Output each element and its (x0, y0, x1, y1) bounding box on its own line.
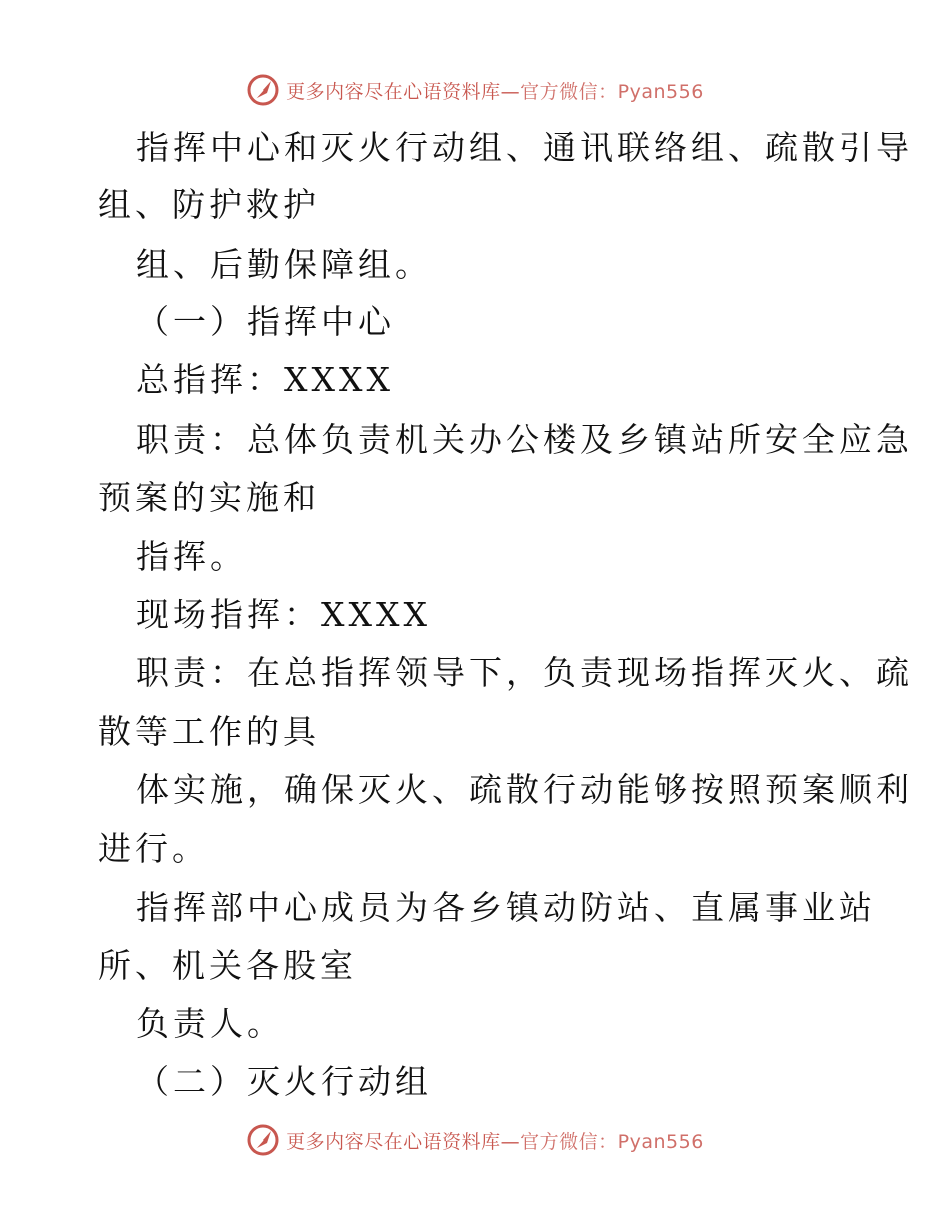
paragraph-line: 指挥。 (136, 537, 247, 576)
watermark-text: 更多内容尽在心语资料库—官方微信：Pyan556 (286, 1130, 704, 1153)
quill-logo-icon (246, 1123, 280, 1157)
paragraph-line: 进行。 (98, 829, 209, 868)
paragraph-line: 指挥中心和灭火行动组、通讯联络组、疏散引导 (136, 128, 913, 167)
footer-watermark (0, 1120, 950, 1160)
paragraph-line: 职责：总体负责机关办公楼及乡镇站所安全应急 (136, 420, 913, 459)
watermark-text: 更多内容尽在心语资料库—官方微信：Pyan556 (286, 80, 704, 103)
paragraph-line: 现场指挥：XXXX (136, 595, 431, 634)
paragraph-line: 预案的实施和 (98, 478, 320, 517)
paragraph-line: 散等工作的具 (98, 712, 320, 751)
paragraph-line: 负责人。 (136, 1004, 284, 1043)
section-heading: （二）灭火行动组 (136, 1062, 432, 1101)
paragraph-line: 组、后勤保障组。 (136, 245, 432, 284)
paragraph-line: 所、机关各股室 (98, 946, 357, 985)
paragraph-line: 组、防护救护 (98, 185, 320, 224)
paragraph-line: 职责：在总指挥领导下，负责现场指挥灭火、疏 (136, 653, 913, 692)
paragraph-line: 指挥部中心成员为各乡镇动防站、直属事业站 (136, 888, 876, 927)
paragraph-line: 总指挥：XXXX (136, 360, 394, 399)
section-heading: （一）指挥中心 (136, 302, 395, 341)
paragraph-line: 体实施，确保灭火、疏散行动能够按照预案顺利 (136, 770, 913, 809)
